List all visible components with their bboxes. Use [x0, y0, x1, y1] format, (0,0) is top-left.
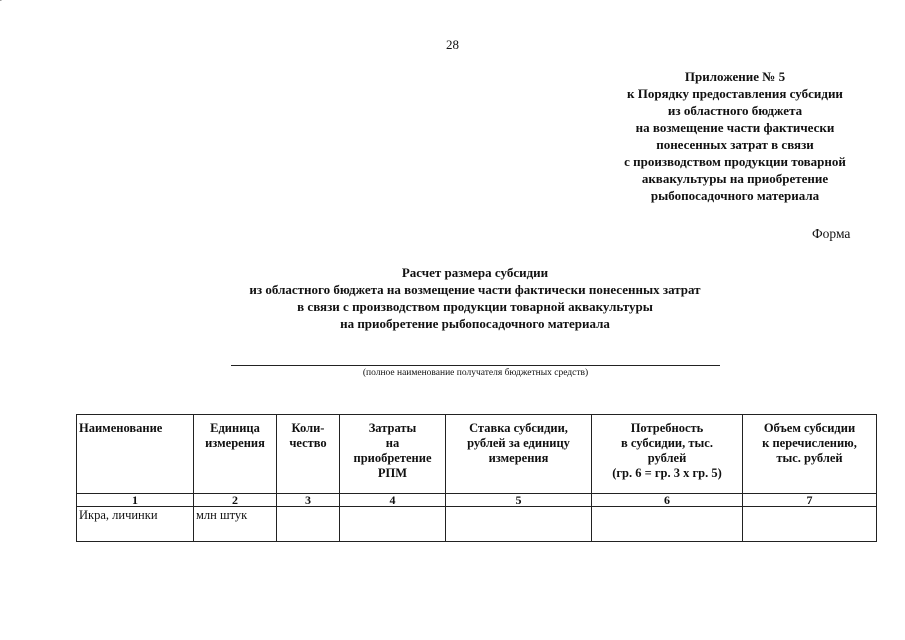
table-cell [743, 507, 877, 542]
appendix-line: с производством продукции товарной [624, 154, 846, 169]
header-quantity [277, 415, 340, 494]
appendix-line: к Порядку предоставления субсидии [627, 86, 843, 101]
title-line: на приобретение рыбопосадочного материала [340, 316, 610, 331]
header-text: Коли- [291, 421, 325, 435]
scan-mark [0, 0, 13, 1]
title-line: в связи с производством продукции товарной аквакультуры [297, 299, 653, 314]
table-cell: Икра, личинки [77, 507, 194, 542]
title-line: из областного бюджета на возмещение части фактически понесенных затрат [249, 282, 701, 297]
column-number: 5 [446, 494, 592, 507]
table-cell [340, 507, 446, 542]
header-text: приобретение [353, 451, 432, 465]
appendix-line: из областного бюджета [667, 103, 803, 118]
header-need [592, 415, 743, 494]
header-name [77, 415, 194, 494]
appendix-line: понесенных затрат в связи [656, 137, 814, 152]
recipient-name-line [231, 365, 720, 366]
header-unit [194, 415, 277, 494]
column-number: 6 [592, 494, 743, 507]
header-text: Единица [210, 421, 260, 435]
header-text: измерения [488, 451, 549, 465]
header-row [77, 415, 877, 494]
appendix-line: Приложение № 5 [684, 69, 786, 84]
document-title [160, 264, 790, 332]
header-text: тыс. рублей [776, 451, 843, 465]
appendix-line: аквакультуры на приобретение [641, 171, 829, 186]
header-text: на [385, 436, 400, 450]
column-number: 2 [194, 494, 277, 507]
appendix-heading [590, 68, 880, 204]
page-number: 28 [446, 37, 459, 52]
header-text: Затраты [368, 421, 417, 435]
header-text: РПМ [377, 466, 408, 480]
subsidy-calculation-table [76, 414, 877, 542]
header-volume [743, 415, 877, 494]
column-number: 1 [77, 494, 194, 507]
header-text: Потребность [630, 421, 704, 435]
recipient-caption: (полное наименование получателя бюджетных средств) [362, 368, 589, 378]
header-costs [340, 415, 446, 494]
header-text: Ставка субсидии, [469, 421, 568, 435]
form-label: Форма [812, 226, 851, 241]
appendix-line: рыбопосадочного материала [650, 188, 820, 203]
header-text: (гр. 6 = гр. 3 х гр. 5) [612, 466, 722, 480]
table-cell: млн штук [194, 507, 277, 542]
column-number: 4 [340, 494, 446, 507]
header-text: чество [289, 436, 327, 450]
table-row [77, 507, 877, 542]
table-cell [592, 507, 743, 542]
appendix-line: на возмещение части фактически [635, 120, 835, 135]
header-text: измерения [205, 436, 265, 450]
header-text: рублей за единицу [467, 436, 570, 450]
table-cell [446, 507, 592, 542]
header-rate [446, 415, 592, 494]
header-text: в субсидии, тыс. [621, 436, 713, 450]
table-cell [277, 507, 340, 542]
header-text: рублей [647, 451, 687, 465]
column-number: 7 [743, 494, 877, 507]
header-text: к перечислению, [762, 436, 857, 450]
header-text: Объем субсидии [763, 421, 856, 435]
header-text: Наименование [79, 421, 163, 435]
title-line: Расчет размера субсидии [401, 265, 549, 280]
column-number: 3 [277, 494, 340, 507]
column-number-row [77, 494, 877, 507]
